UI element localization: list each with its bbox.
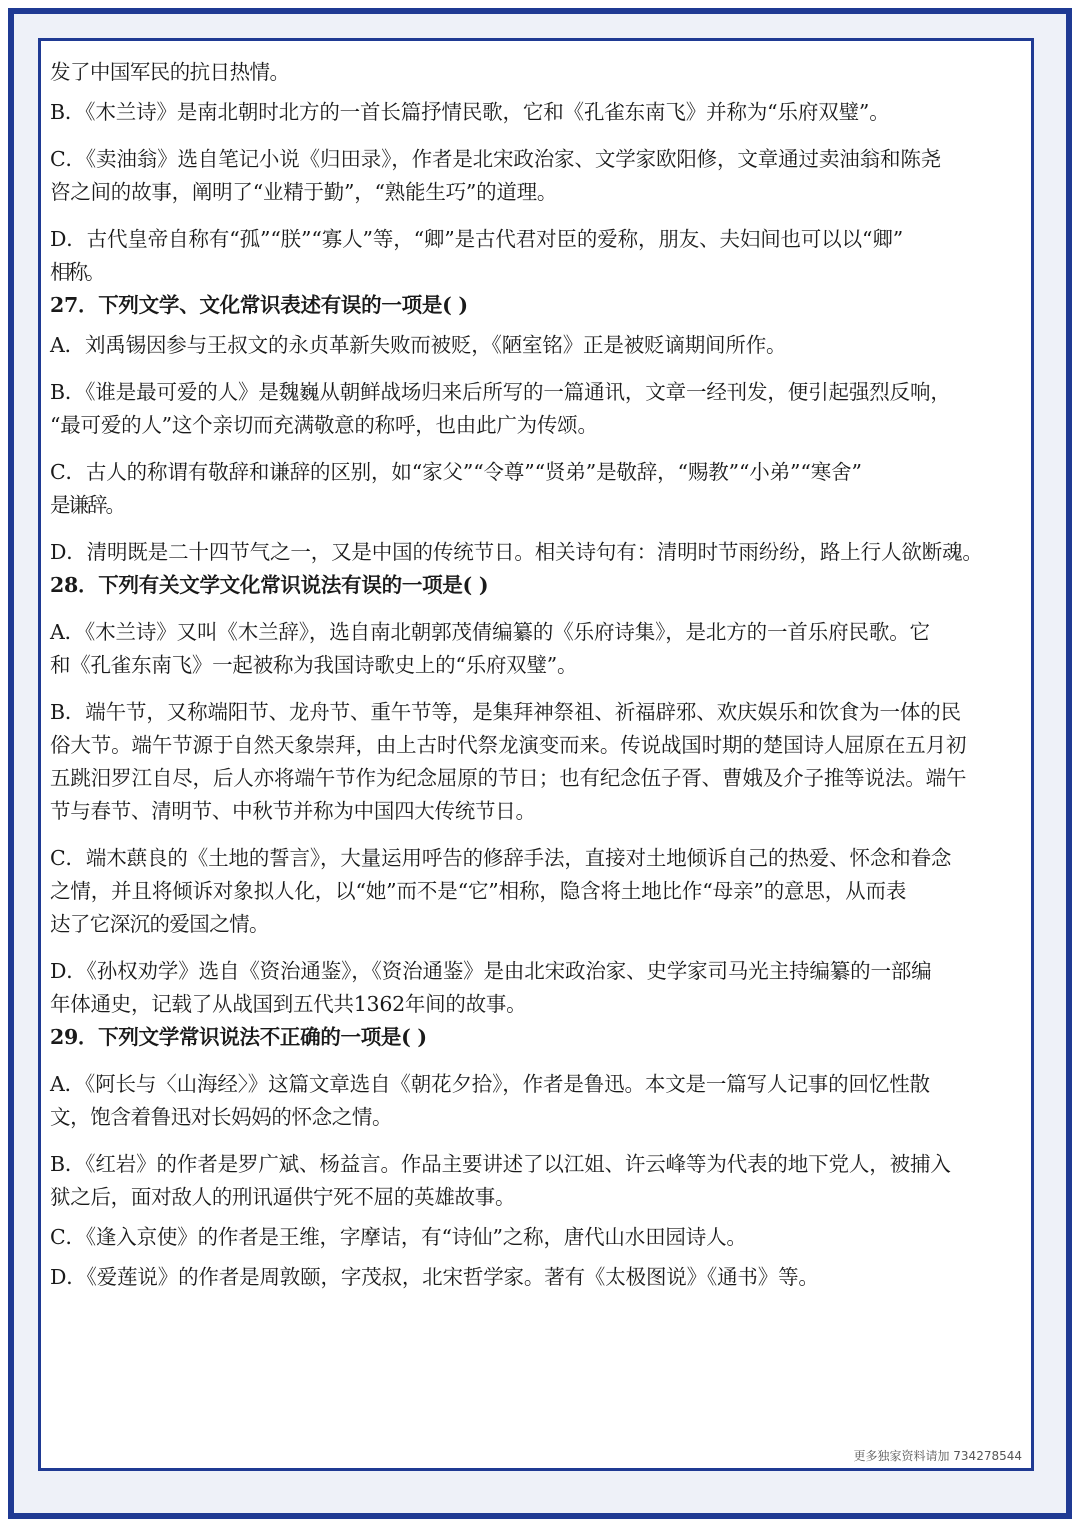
q28-option-b-line3: 五跳汨罗江自尽，后人亦将端午节作为纪念屈原的节日；也有纪念伍子胥、曹娥及介子推等说法。端午 xyxy=(50,766,967,790)
q27-option-d: D．清明既是二十四节气之一，又是中国的传统节日。相关诗句有：清明时节雨纷纷，路上行人欲断魂。 xyxy=(50,540,983,564)
q29-option-b-line2: 狱之后，面对敌人的刑讯逼供宁死不屈的英雄故事。 xyxy=(50,1185,516,1209)
q28-option-c-line3: 达了它深沉的爱国之情。 xyxy=(50,912,269,936)
prev-option-d-line2: 相称。 xyxy=(50,260,103,284)
prev-option-c-line1: C．《卖油翁》选自笔记小说《归田录》，作者是北宋政治家、文学家欧阳修，文章通过卖油翁和陈尧 xyxy=(50,147,942,171)
document-content xyxy=(50,50,1030,1294)
prev-question-tail: 发了中国军民的抗日热情。 xyxy=(50,60,290,84)
prev-option-b: B．《木兰诗》是南北朝时北方的一首长篇抒情民歌，它和《孔雀东南飞》并称为“乐府双璧”。 xyxy=(50,100,890,124)
q28-option-a-line1: A．《木兰诗》又叫《木兰辞》，选自南北朝郭茂倩编纂的《乐府诗集》，是北方的一首乐府民歌。它 xyxy=(50,620,930,644)
question-29-title: 29．下列文学常识说法不正确的一项是( ) xyxy=(50,1025,427,1049)
q29-option-b-line1: B．《红岩》的作者是罗广斌、杨益言。作品主要讲述了以江姐、许云峰等为代表的地下党人，被捕入 xyxy=(50,1152,951,1176)
q28-option-c-line1: C．端木蕻良的《土地的誓言》，大量运用呼告的修辞手法，直接对土地倾诉自己的热爱、怀念和眷念 xyxy=(50,846,952,870)
q27-option-b-line2: “最可爱的人”这个亲切而充满敬意的称呼，也由此广为传颂。 xyxy=(50,413,598,437)
q29-option-a-line1: A．《阿长与〈山海经〉》这篇文章选自《朝花夕拾》，作者是鲁迅。本文是一篇写人记事的回忆性散 xyxy=(50,1072,930,1096)
question-28-title: 28．下列有关文学文化常识说法有误的一项是( ) xyxy=(50,573,489,597)
q28-option-d-line2: 年体通史，记载了从战国到五代共1362年间的故事。 xyxy=(50,992,527,1016)
q29-option-a-line2: 文，饱含着鲁迅对长妈妈的怀念之情。 xyxy=(50,1105,393,1129)
q27-option-c-line1: C．古人的称谓有敬辞和谦辞的区别，如“家父”“令尊”“贤弟”是敬辞，“赐教”“小弟”“寒舍” xyxy=(50,460,862,484)
q27-option-c-line2: 是谦辞。 xyxy=(50,493,124,517)
question-27-title: 27．下列文学、文化常识表述有误的一项是( ) xyxy=(50,293,468,317)
prev-option-c-line2: 咨之间的故事，阐明了“业精于勤”，“熟能生巧”的道理。 xyxy=(50,180,558,204)
q28-option-b-line1: B．端午节，又称端阳节、龙舟节、重午节等，是集拜神祭祖、祈福辟邪、欢庆娱乐和饮食为一体的民 xyxy=(50,700,961,724)
q27-option-a: A．刘禹锡因参与王叔文的永贞革新失败而被贬，《陋室铭》正是被贬谪期间所作。 xyxy=(50,333,787,357)
q28-option-c-line2: 之情，并且将倾诉对象拟人化，以“她”而不是“它”相称，隐含将土地比作“母亲”的意思，从而表 xyxy=(50,879,907,903)
q28-option-d-line1: D．《孙权劝学》选自《资治通鉴》，《资治通鉴》是由北宋政治家、史学家司马光主持编纂的一部编 xyxy=(50,959,932,983)
q28-option-b-line4: 节与春节、清明节、中秋节并称为中国四大传统节日。 xyxy=(50,799,536,823)
q27-option-b-line1: B．《谁是最可爱的人》是魏巍从朝鲜战场归来后所写的一篇通讯，文章一经刊发，便引起强烈反响， xyxy=(50,380,951,404)
prev-option-d-line1: D．古代皇帝自称有“孤”“朕”“寡人”等，“卿”是古代君对臣的爱称，朋友、夫妇间也可以以“卿” xyxy=(50,227,904,251)
footer-contact-note: 更多独家资料请加 734278544 xyxy=(853,1449,1022,1463)
q29-option-c: C．《逢入京使》的作者是王维，字摩诘，有“诗仙”之称，唐代山水田园诗人。 xyxy=(50,1225,747,1249)
q29-option-d: D．《爱莲说》的作者是周敦颐，字茂叔，北宋哲学家。著有《太极图说》《通书》等。 xyxy=(50,1265,819,1289)
q28-option-a-line2: 和《孔雀东南飞》一起被称为我国诗歌史上的“乐府双璧”。 xyxy=(50,653,578,677)
q28-option-b-line2: 俗大节。端午节源于自然天象崇拜，由上古时代祭龙演变而来。传说战国时期的楚国诗人屈原在五月初 xyxy=(50,733,967,757)
